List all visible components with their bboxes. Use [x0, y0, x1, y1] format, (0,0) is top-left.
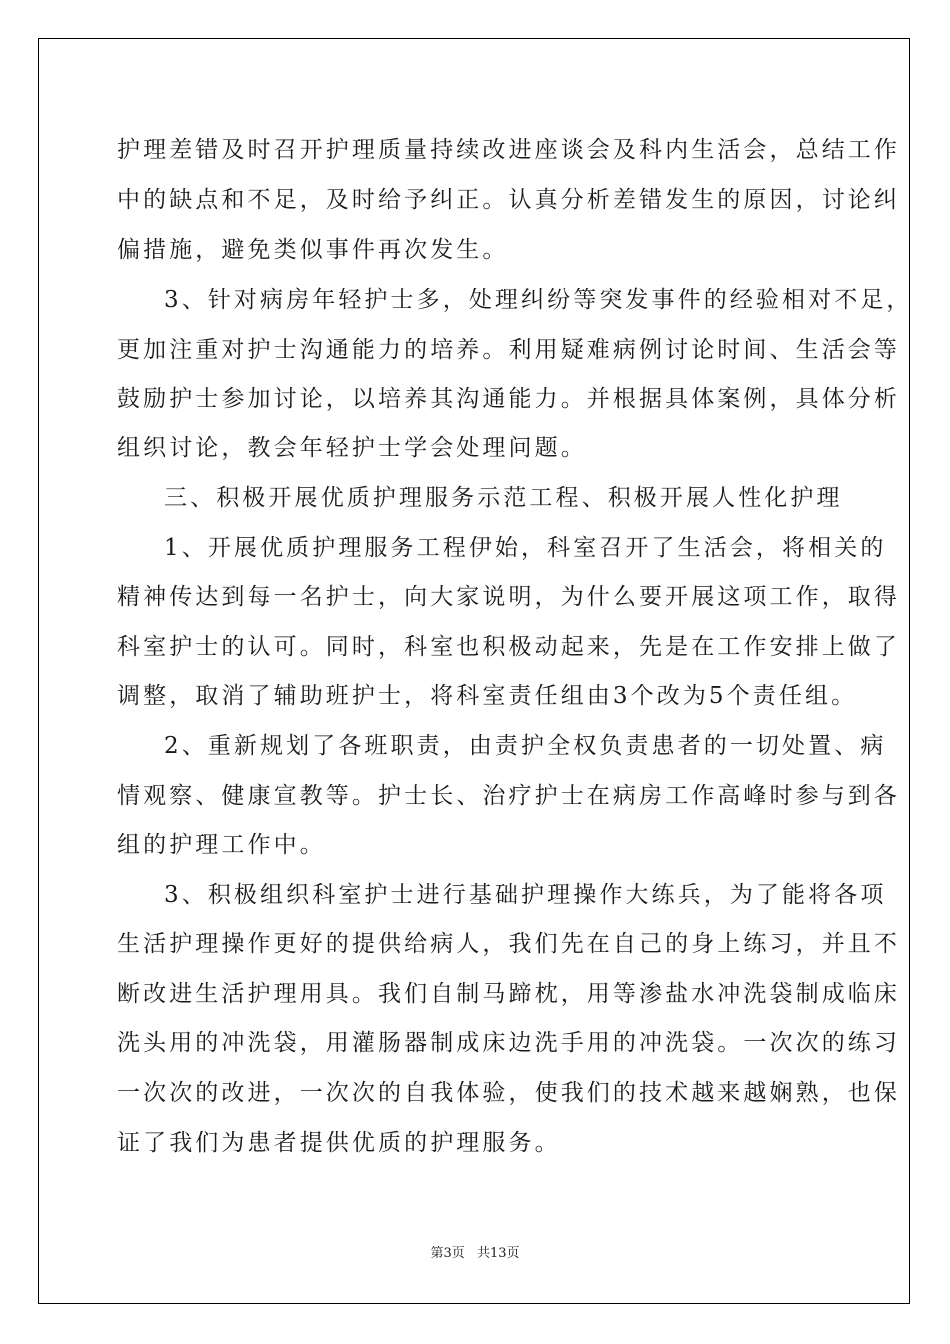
text-line: 3、针对病房年轻护士多，处理纠纷等突发事件的经验相对不足， — [164, 287, 913, 313]
text-line: 精神传达到每一名护士，向大家说明，为什么要开展这项工作，取得 — [117, 584, 900, 610]
text-line: 更加注重对护士沟通能力的培养。利用疑难病例讨论时间、生活会等 — [117, 337, 900, 363]
text-line: 一次次的改进，一次次的自我体验，使我们的技术越来越娴熟，也保 — [117, 1080, 900, 1106]
page-number: 第3页 — [430, 1246, 465, 1261]
text-line: 调整，取消了辅助班护士，将科室责任组由3个改为5个责任组。 — [117, 683, 858, 709]
text-line: 护理差错及时召开护理质量持续改进座谈会及科内生活会，总结工作 — [117, 137, 900, 163]
text-line: 1、开展优质护理服务工程伊始，科室召开了生活会，将相关的 — [164, 535, 887, 561]
text-line: 组织讨论，教会年轻护士学会处理问题。 — [117, 435, 587, 461]
page-border — [38, 38, 910, 1304]
page-total: 共13页 — [476, 1246, 520, 1261]
text-line: 3、积极组织科室护士进行基础护理操作大练兵，为了能将各项 — [164, 882, 887, 908]
text-line: 偏措施，避免类似事件再次发生。 — [117, 237, 509, 263]
text-line: 鼓励护士参加讨论，以培养其沟通能力。并根据具体案例，具体分析 — [117, 386, 900, 412]
page-footer — [0, 1246, 950, 1262]
text-line: 组的护理工作中。 — [117, 832, 326, 858]
text-line: 中的缺点和不足，及时给予纠正。认真分析差错发生的原因，讨论纠 — [117, 187, 900, 213]
text-line: 断改进生活护理用具。我们自制马蹄枕，用等渗盐水冲洗袋制成临床 — [117, 981, 900, 1007]
section-heading: 三、积极开展优质护理服务示范工程、积极开展人性化护理 — [164, 485, 843, 511]
text-line: 2、重新规划了各班职责，由责护全权负责患者的一切处置、病 — [164, 733, 887, 759]
text-line: 生活护理操作更好的提供给病人，我们先在自己的身上练习，并且不 — [117, 931, 900, 957]
text-line: 洗头用的冲洗袋，用灌肠器制成床边洗手用的冲洗袋。一次次的练习 — [117, 1030, 900, 1056]
text-line: 情观察、健康宣教等。护士长、治疗护士在病房工作高峰时参与到各 — [117, 783, 900, 809]
text-line: 证了我们为患者提供优质的护理服务。 — [117, 1130, 561, 1156]
text-line: 科室护士的认可。同时，科室也积极动起来，先是在工作安排上做了 — [117, 634, 900, 660]
